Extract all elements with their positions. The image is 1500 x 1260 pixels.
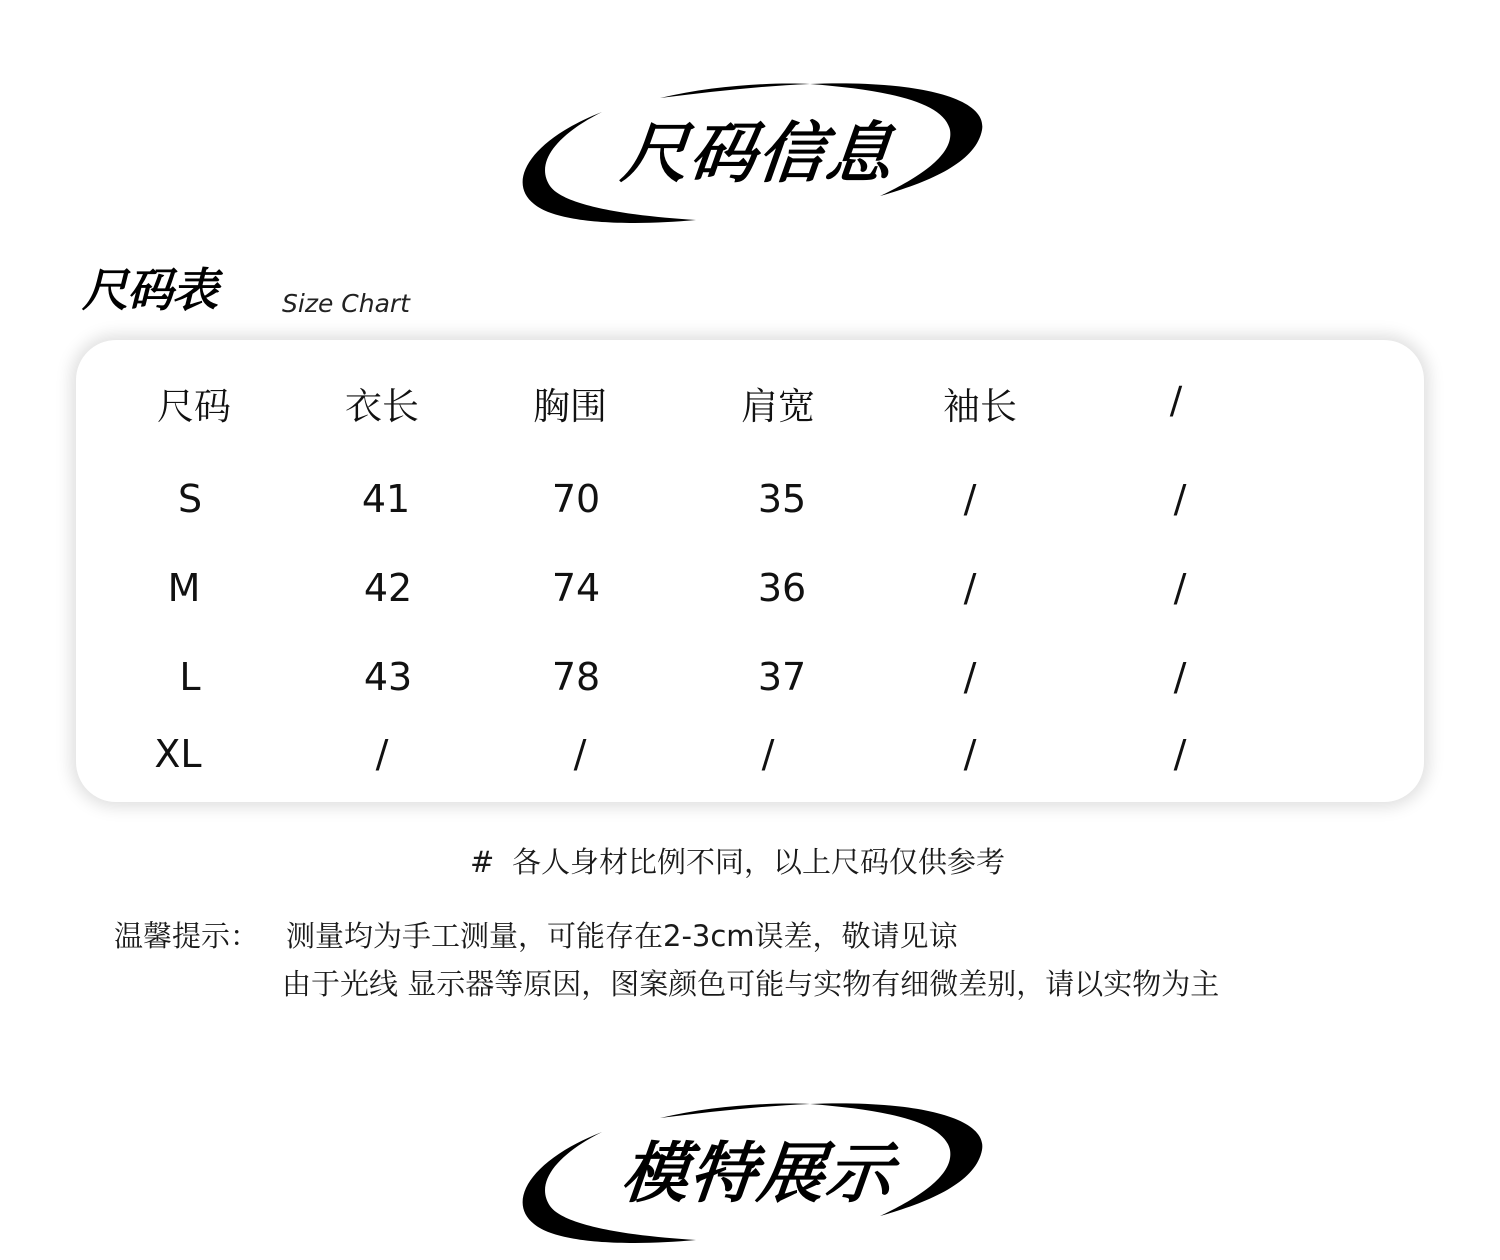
table-cell: / — [1173, 566, 1187, 610]
tip-measurement-note: 测量均为手工测量，可能存在2-3cm误差，敬请见谅 — [286, 919, 958, 953]
table-cell: XL — [154, 732, 202, 776]
header-sleeve: 袖长 — [943, 385, 1017, 428]
table-cell: 41 — [361, 477, 411, 521]
table-cell: / — [1173, 732, 1187, 776]
header-chest: 胸围 — [533, 385, 607, 428]
table-cell: S — [177, 477, 203, 521]
table-cell: / — [1173, 655, 1187, 699]
table-cell: / — [1173, 477, 1187, 521]
size-table — [76, 340, 1424, 802]
table-cell: 70 — [551, 477, 601, 521]
header-length: 衣长 — [345, 385, 419, 428]
table-cell: / — [963, 477, 977, 521]
hash-symbol: # — [470, 845, 495, 879]
table-cell: / — [963, 655, 977, 699]
table-cell: 42 — [363, 566, 413, 610]
model-show-badge — [510, 1098, 990, 1248]
table-cell: 78 — [551, 655, 601, 699]
table-cell: 35 — [757, 477, 807, 521]
size-chart-title: 尺码表 — [82, 263, 217, 317]
size-chart-subtitle: Size Chart — [282, 289, 410, 318]
size-info-badge — [510, 78, 990, 228]
table-cell: L — [179, 655, 201, 699]
header-blank: / — [1169, 379, 1183, 422]
table-cell: / — [573, 732, 587, 776]
header-size: 尺码 — [157, 385, 231, 428]
table-cell: 74 — [551, 566, 601, 610]
tip-label: 温馨提示： — [114, 919, 260, 953]
table-cell: / — [375, 732, 389, 776]
table-cell: M — [167, 566, 201, 610]
size-info-title: 尺码信息 — [618, 115, 899, 192]
table-cell: / — [963, 566, 977, 610]
table-cell: / — [963, 732, 977, 776]
table-cell: / — [761, 732, 775, 776]
table-cell: 36 — [757, 566, 807, 610]
header-shoulder: 肩宽 — [741, 385, 815, 428]
size-disclaimer: 各人身材比例不同，以上尺码仅供参考 — [512, 845, 1006, 879]
tip-color-note: 由于光线 显示器等原因，图案颜色可能与实物有细微差别，请以实物为主 — [282, 967, 1220, 1001]
table-cell: 43 — [363, 655, 413, 699]
table-cell: 37 — [757, 655, 807, 699]
model-show-title: 模特展示 — [618, 1135, 899, 1212]
